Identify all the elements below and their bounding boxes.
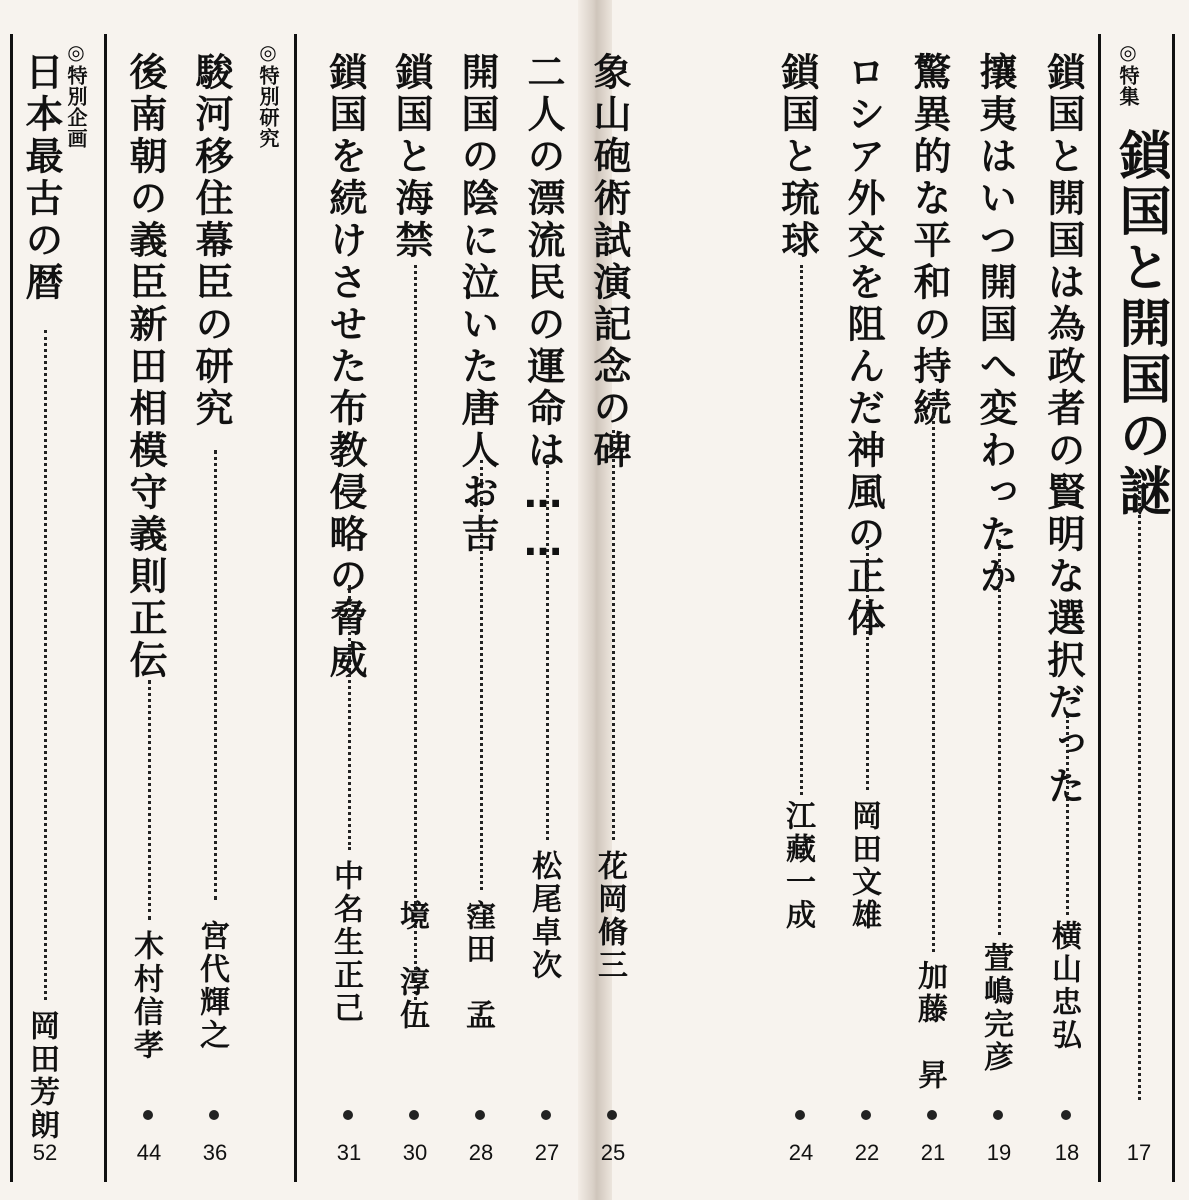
toc-entry[interactable] [1038, 40, 1098, 1165]
separator-dot [607, 1110, 617, 1120]
page-number: 27 [534, 1140, 560, 1165]
page-number: 44 [136, 1140, 162, 1165]
entry-author: 窪田 孟 [460, 900, 495, 1032]
leader-dots [1138, 480, 1141, 1100]
leader-dots [214, 450, 217, 900]
page-number: 19 [986, 1140, 1012, 1165]
toc-entry[interactable] [970, 40, 1030, 1165]
separator-dot [541, 1110, 551, 1120]
leader-dots [800, 265, 803, 795]
leader-dots [932, 392, 935, 952]
special-project-label: ◎特別企画 [64, 40, 88, 149]
entry-author: 境 淳伍 [394, 900, 429, 1032]
page-number: 18 [1054, 1140, 1080, 1165]
right-page-rule [1172, 34, 1175, 1182]
page-number: 22 [854, 1140, 880, 1165]
entry-author: 宮代輝之 [194, 920, 229, 1052]
entry-title: 象山砲術試演記念の碑 [587, 52, 631, 472]
entry-title: 鎖国を続けさせた布教侵略の脅威 [323, 52, 367, 682]
toc-entry[interactable] [584, 40, 644, 1165]
leader-dots [866, 540, 869, 790]
entry-title: 後南朝の義臣新田相模守義則正伝 [123, 52, 167, 682]
entry-title: ロシア外交を阻んだ神風の正体 [841, 52, 885, 640]
separator-dot [409, 1110, 419, 1120]
entry-author: 松尾卓次 [526, 850, 561, 982]
page-number: 31 [336, 1140, 362, 1165]
feature-entry[interactable] [1110, 40, 1170, 1165]
entry-title: 駿河移住幕臣の研究 [189, 52, 233, 430]
entry-title: 二人の漂流民の運命は…… [521, 52, 565, 568]
separator-dot [861, 1110, 871, 1120]
entry-title: 開国の陰に泣いた唐人お吉 [455, 52, 499, 556]
separator-dot [209, 1110, 219, 1120]
leader-dots [546, 460, 549, 840]
toc-entry[interactable] [838, 40, 898, 1165]
page-number: 17 [1126, 1140, 1152, 1165]
toc-entry[interactable] [452, 40, 512, 1165]
entry-author: 木村信孝 [128, 930, 163, 1062]
toc-entry[interactable] [904, 40, 964, 1165]
page-number: 36 [202, 1140, 228, 1165]
toc-entry[interactable] [772, 40, 832, 1165]
entry-title: 驚異的な平和の持続 [907, 52, 951, 430]
page-number: 30 [402, 1140, 428, 1165]
leader-dots [414, 265, 417, 1000]
page-number: 25 [600, 1140, 626, 1165]
entry-author: 花岡脩三 [592, 850, 627, 982]
entry-title: 鎖国と海禁 [389, 52, 433, 262]
toc-entry[interactable] [320, 40, 380, 1165]
leader-dots [1066, 715, 1069, 915]
leader-dots [612, 430, 615, 840]
leader-dots [480, 460, 483, 890]
toc-entry[interactable] [16, 40, 88, 1165]
entry-title: 鎖国と開国は為政者の賢明な選択だった [1041, 52, 1085, 808]
entry-author: 横山忠弘 [1046, 920, 1081, 1052]
page-number: 24 [788, 1140, 814, 1165]
separator-dot [927, 1110, 937, 1120]
entry-author: 中名生正己 [328, 860, 363, 1025]
page-number: 28 [468, 1140, 494, 1165]
page-number: 52 [32, 1140, 58, 1165]
leader-dots [44, 330, 47, 1000]
entry-title: 攘夷はいつ開国へ変わったか [973, 52, 1017, 598]
separator-dot [343, 1110, 353, 1120]
page-number: 21 [920, 1140, 946, 1165]
special-research-section [250, 40, 310, 1165]
entry-author: 岡田芳朗 [24, 1010, 59, 1142]
separator-dot [475, 1110, 485, 1120]
leader-dots [148, 680, 151, 920]
section-divider-rule [104, 34, 107, 1182]
feature-divider-rule [1098, 34, 1101, 1182]
left-page-rule [10, 34, 13, 1182]
entry-author: 岡田文雄 [846, 800, 881, 932]
toc-entry[interactable] [186, 40, 246, 1165]
toc-entry[interactable] [120, 40, 180, 1165]
toc-entry[interactable] [518, 40, 578, 1165]
leader-dots [348, 585, 351, 850]
entry-author: 江藏一成 [780, 800, 815, 932]
separator-dot [1061, 1110, 1071, 1120]
entry-title: 日本最古の暦 [19, 52, 63, 304]
feature-title: 鎖国と開国の謎 [1110, 128, 1170, 520]
entry-author: 加藤 昇 [912, 960, 947, 1092]
feature-label: ◎特集 [1116, 40, 1140, 107]
leader-dots [998, 540, 1001, 935]
separator-dot [993, 1110, 1003, 1120]
separator-dot [795, 1110, 805, 1120]
separator-dot [143, 1110, 153, 1120]
toc-entry[interactable] [386, 40, 446, 1165]
entry-title: 鎖国と琉球 [775, 52, 819, 262]
special-research-label: ◎特別研究 [256, 40, 280, 149]
entry-author: 萱嶋完彦 [978, 942, 1013, 1074]
